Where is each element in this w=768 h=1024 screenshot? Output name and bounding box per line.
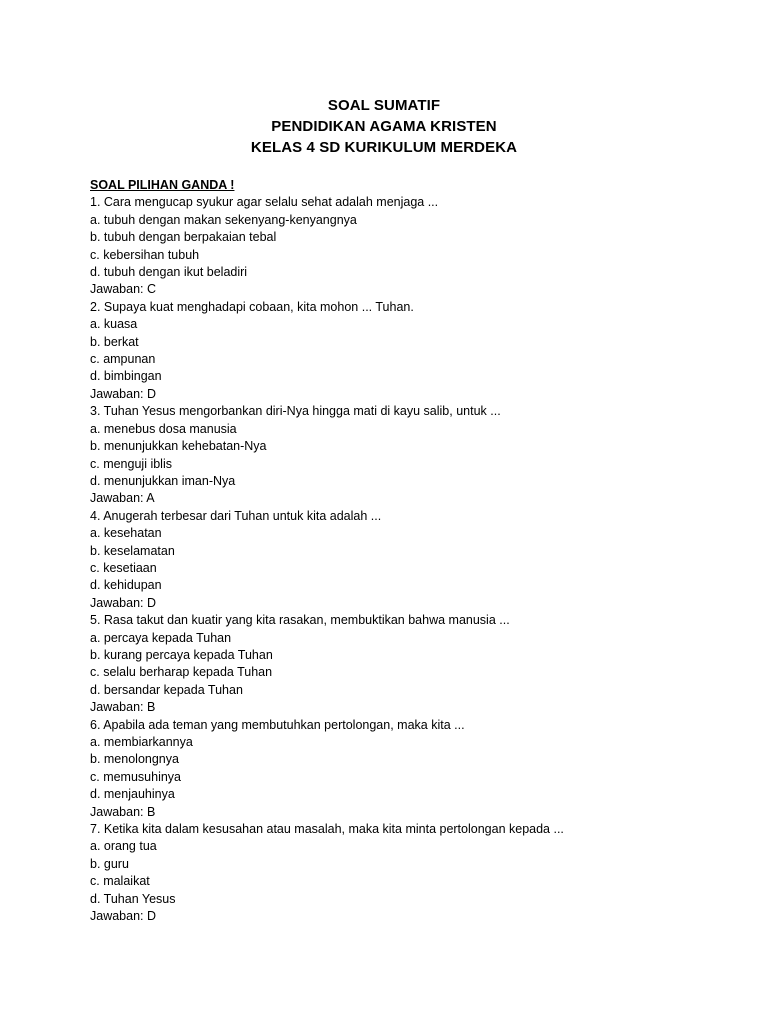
option-a: a. kuasa xyxy=(90,317,138,332)
option-a: a. menebus dosa manusia xyxy=(90,421,237,436)
option-d: d. tubuh dengan ikut beladiri xyxy=(90,265,248,280)
question-text: 2. Supaya kuat menghadapi cobaan, kita mohon ... Tuhan. xyxy=(90,299,414,314)
option-b: b. kurang percaya kepada Tuhan xyxy=(90,647,273,662)
option-c: c. memusuhinya xyxy=(90,769,182,784)
option-a: a. tubuh dengan makan sekenyang-kenyangnya xyxy=(90,212,357,227)
title-line-2: PENDIDIKAN AGAMA KRISTEN xyxy=(271,118,497,135)
question-text: 4. Anugerah terbesar dari Tuhan untuk kita adalah ... xyxy=(90,508,382,523)
option-a: a. kesehatan xyxy=(90,526,162,541)
section-heading: SOAL PILIHAN GANDA ! xyxy=(90,178,235,192)
question-text: 3. Tuhan Yesus mengorbankan diri-Nya hingga mati di kayu salib, untuk ... xyxy=(90,404,501,419)
title-line-3: KELAS 4 SD KURIKULUM MERDEKA xyxy=(250,139,518,156)
answer-text: Jawaban: D xyxy=(90,909,157,924)
answer-text: Jawaban: C xyxy=(90,282,157,297)
answer-text: Jawaban: B xyxy=(90,700,156,715)
option-b: b. menolongnya xyxy=(90,752,179,767)
option-d: d. kehidupan xyxy=(90,578,162,593)
question-block xyxy=(90,403,710,507)
title-line-1: SOAL SUMATIF xyxy=(327,97,441,114)
answer-text: Jawaban: A xyxy=(90,491,155,506)
option-d: d. menunjukkan iman-Nya xyxy=(90,473,236,488)
option-a: a. percaya kepada Tuhan xyxy=(90,630,232,645)
question-block xyxy=(90,194,710,298)
option-b: b. guru xyxy=(90,856,129,871)
question-block xyxy=(90,508,710,612)
option-a: a. orang tua xyxy=(90,839,157,854)
document-body xyxy=(90,177,710,925)
option-c: c. kesetiaan xyxy=(90,560,157,575)
question-text: 7. Ketika kita dalam kesusahan atau masalah, maka kita minta pertolongan kepada ... xyxy=(90,822,564,837)
question-block xyxy=(90,821,710,925)
option-c: c. selalu berharap kepada Tuhan xyxy=(90,665,273,680)
question-text: 1. Cara mengucap syukur agar selalu sehat adalah menjaga ... xyxy=(90,195,439,210)
question-block xyxy=(90,717,710,821)
option-b: b. menunjukkan kehebatan-Nya xyxy=(90,439,267,454)
option-d: d. menjauhinya xyxy=(90,787,175,802)
option-c: c. ampunan xyxy=(90,352,156,367)
option-a: a. membiarkannya xyxy=(90,735,193,749)
question-block xyxy=(90,612,710,716)
answer-text: Jawaban: B xyxy=(90,804,156,819)
option-d: d. bersandar kepada Tuhan xyxy=(90,682,243,697)
option-c: c. menguji iblis xyxy=(90,456,172,471)
answer-text: Jawaban: D xyxy=(90,386,157,401)
answer-text: Jawaban: D xyxy=(90,595,157,610)
document-title xyxy=(0,95,768,158)
option-c: c. malaikat xyxy=(90,874,150,889)
option-d: d. Tuhan Yesus xyxy=(90,891,176,906)
question-text: 5. Rasa takut dan kuatir yang kita rasakan, membuktikan bahwa manusia ... xyxy=(90,613,510,628)
option-b: b. tubuh dengan berpakaian tebal xyxy=(90,230,277,245)
option-b: b. keselamatan xyxy=(90,543,175,558)
option-c: c. kebersihan tubuh xyxy=(90,247,200,262)
option-d: d. bimbingan xyxy=(90,369,162,384)
option-b: b. berkat xyxy=(90,334,139,349)
question-block xyxy=(90,299,710,403)
question-text: 6. Apabila ada teman yang membutuhkan pertolongan, maka kita ... xyxy=(90,717,465,732)
